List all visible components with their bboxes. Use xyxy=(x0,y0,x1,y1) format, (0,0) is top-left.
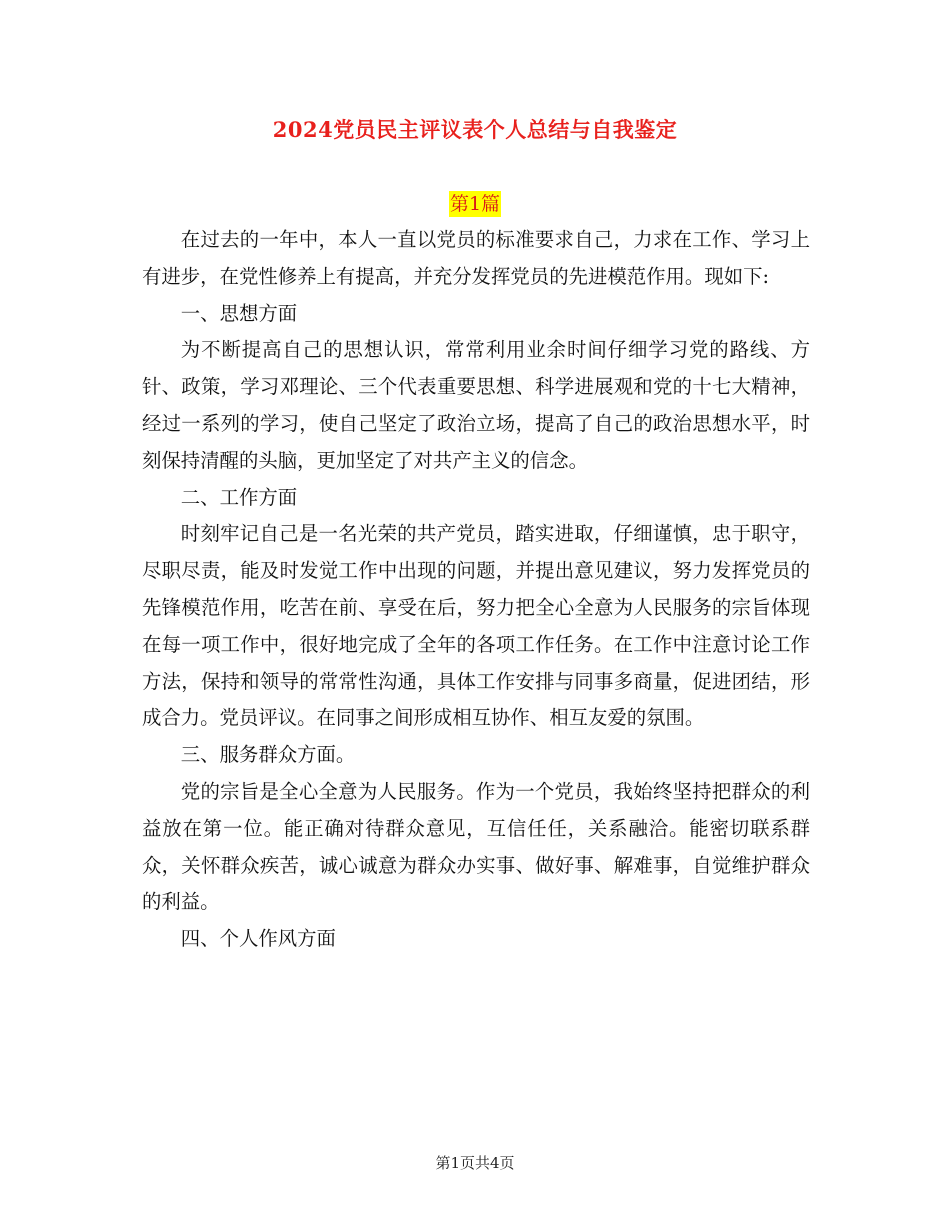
heading-thought: 一、思想方面 xyxy=(180,301,298,325)
paragraph-service: 党的宗旨是全心全意为人民服务。作为一个党员，我始终坚持把群众的利益放在第一位。能正确对待群众意见，互信任任，关系融洽。能密切联系群众，关怀群众疾苦，诚心诚意为群众办实事、做好事、解难事，自觉维护群众的利益。 xyxy=(142,779,810,914)
page-number-footer: 第1页共4页 xyxy=(435,1154,515,1172)
document-title: 2024党员民主评议表个人总结与自我鉴定 xyxy=(272,117,678,142)
heading-work: 二、工作方面 xyxy=(180,485,298,509)
section-label: 第1篇 xyxy=(449,193,501,215)
heading-conduct: 四、个人作风方面 xyxy=(180,927,336,951)
intro-paragraph: 在过去的一年中，本人一直以党员的标准要求自己，力求在工作、学习上有进步，在党性修养上有提高，并充分发挥党员的先进模范作用。现如下: xyxy=(142,228,810,288)
document-body xyxy=(142,222,810,958)
paragraph-work: 时刻牢记自己是一名光荣的共产党员，踏实进取，仔细谨慎，忠于职守，尽职尽责，能及时发觉工作中出现的问题，并提出意见建议，努力发挥党员的先锋模范作用，吃苦在前、享受在后，努力把全心全意为人民服务的宗旨体现在每一项工作中，很好地完成了全年的各项工作任务。在工作中注意讨论工作方法，保持和领导的常常性沟通，具体工作安排与同事多商量，促进团结，形成合力。党员评议。在同事之间形成相互协作、相互友爱的氛围。 xyxy=(142,522,810,730)
heading-service: 三、服务群众方面。 xyxy=(180,743,356,767)
paragraph-thought: 为不断提高自己的思想认识，常常利用业余时间仔细学习党的路线、方针、政策，学习邓理论、三个代表重要思想、科学进展观和党的十七大精神，经过一系列的学习，使自己坚定了政治立场，提高了自己的政治思想水平，时刻保持清醒的头脑，更加坚定了对共产主义的信念。 xyxy=(142,338,810,472)
section-label-container xyxy=(0,191,950,217)
